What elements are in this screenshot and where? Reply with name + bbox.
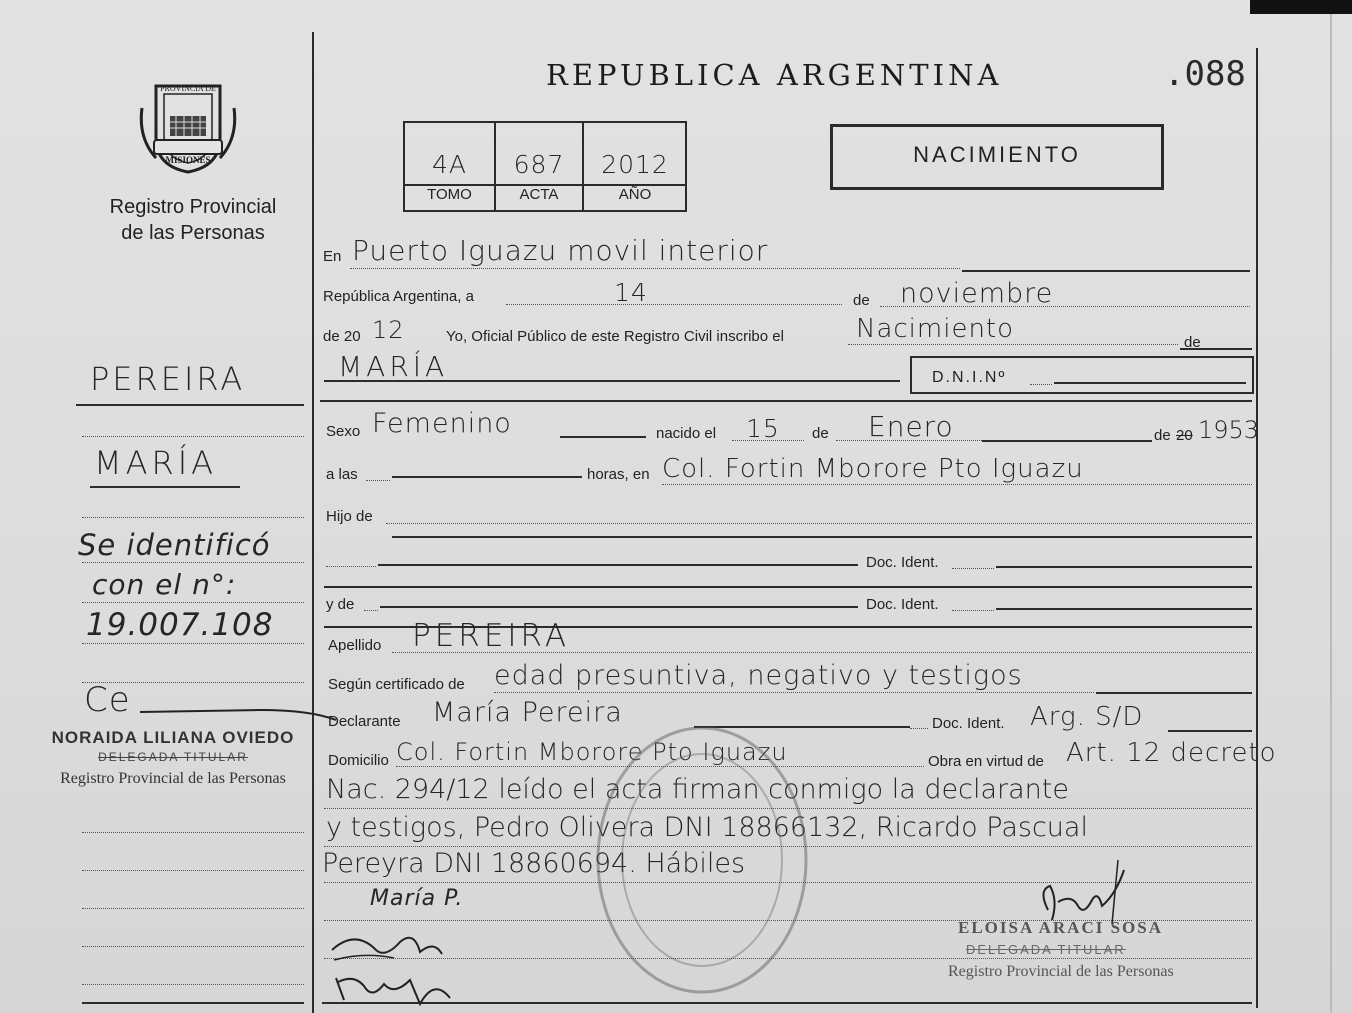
dni-dotline — [1030, 384, 1052, 385]
margin-initials: Ce — [84, 680, 131, 720]
de-label: de — [853, 292, 870, 309]
margin-dotline — [82, 562, 304, 563]
year-suffix: 12 — [372, 316, 405, 344]
section-rule — [320, 400, 1252, 402]
parent1-dotline — [326, 566, 376, 567]
sexo-rule — [560, 436, 646, 438]
certificado-value: edad presuntiva, negativo y testigos — [494, 660, 1023, 691]
margin-rule — [76, 404, 304, 406]
dni-label: D.N.I.Nº — [932, 369, 1007, 386]
declarante-doc: Arg. S/D — [1030, 702, 1144, 732]
page-number: .088 — [1164, 54, 1246, 94]
margin-dotline — [82, 602, 304, 603]
witness-signature-icon — [324, 920, 464, 1010]
doc-ident-dotline — [952, 568, 994, 569]
day-dotline — [506, 304, 842, 305]
de-label-3: de — [812, 425, 829, 442]
doc-ident-dotline-2 — [952, 610, 994, 611]
doc-ident-label-3: Doc. Ident. — [932, 715, 1005, 732]
birth-month: Enero — [868, 410, 954, 443]
registry-line1: Registro Provincial — [109, 196, 277, 218]
edge-line — [1330, 8, 1332, 1013]
certificado-rule — [1096, 692, 1252, 694]
country-title: REPUBLICA ARGENTINA — [546, 58, 1003, 92]
text-line-2: y testigos, Pedro Olivera DNI 18866132, Ricardo Pascual — [326, 812, 1088, 843]
margin-note-number: 19.007.108 — [86, 607, 274, 643]
margin-dotline — [82, 984, 304, 985]
sexo-value: Femenino — [372, 408, 512, 439]
margin-official-org: Registro Provincial de las Personas — [60, 770, 286, 787]
margin-dotline — [82, 517, 304, 518]
month-value: noviembre — [900, 278, 1054, 309]
birth-day: 15 — [746, 414, 780, 443]
declarante-doc-rule — [1168, 730, 1252, 732]
certificado-dotline — [494, 692, 1094, 693]
seal-bottom-text: MISIONES — [165, 155, 211, 165]
margin-bottom-rule — [82, 1002, 304, 1004]
stamp-official-name: ELOISA ARACI SOSA — [958, 918, 1164, 937]
apellido-value: PEREIRA — [412, 618, 571, 654]
stamp-official-org: Registro Provincial de las Personas — [948, 963, 1174, 980]
margin-dotline — [82, 946, 304, 947]
doc-ident-rule-2 — [996, 608, 1252, 610]
tomo-value: 4A — [431, 150, 467, 179]
place-value: Puerto Iguazu movil interior — [352, 234, 769, 267]
margin-official-name: NORAIDA LILIANA OVIEDO — [51, 728, 295, 747]
yde-label: y de — [326, 596, 355, 613]
declarante-value: María Pereira — [432, 697, 623, 728]
birth-month-dotline — [836, 440, 982, 441]
margin-dotline — [82, 643, 304, 644]
hijo-rule — [392, 536, 1252, 538]
acta-value: 687 — [513, 150, 565, 179]
margin-dotline — [82, 908, 304, 909]
obra-label: Obra en virtud de — [928, 753, 1044, 770]
oficial-text: Yo, Oficial Público de este Registro Civil inscribo el — [446, 328, 784, 345]
margin-dotline — [82, 436, 304, 437]
republica-label: República Argentina, a — [323, 288, 474, 305]
month-dotline — [880, 306, 1250, 307]
document-type: NACIMIENTO — [913, 142, 1081, 167]
place-rule — [962, 270, 1250, 272]
horas-label: horas, en — [587, 466, 650, 483]
margin-surname: PEREIRA — [90, 360, 246, 398]
act-type-rule — [1180, 348, 1252, 350]
text-line-1: Nac. 294/12 leído el acta firman conmigo la declarante — [326, 774, 1069, 805]
parent2-dotline — [364, 610, 378, 611]
hijo-label: Hijo de — [326, 508, 373, 525]
margin-dotline — [82, 832, 304, 833]
doc-ident-label-2: Doc. Ident. — [866, 596, 939, 613]
registry-line2: de las Personas — [121, 222, 265, 244]
segun-label: Según certificado de — [328, 676, 465, 693]
domicilio-label: Domicilio — [328, 752, 389, 769]
margin-name: MARÍA — [94, 444, 218, 482]
doc-ident-label: Doc. Ident. — [866, 554, 939, 571]
margin-official-title: DELEGADA TITULAR — [98, 750, 248, 764]
day-value: 14 — [614, 278, 648, 307]
obra-value: Art. 12 decreto — [1066, 738, 1277, 768]
section-rule — [324, 586, 1252, 588]
birth-year-struck: 20 — [1176, 427, 1193, 444]
text-line-3: Pereyra DNI 18860694. Hábiles — [322, 848, 746, 879]
right-frame-line — [1256, 48, 1258, 1008]
doc-ident-rule — [996, 566, 1252, 568]
stamp-official-title: DELEGADA TITULAR — [966, 942, 1126, 957]
left-frame-line — [312, 32, 314, 1013]
anio-value: 2012 — [601, 150, 669, 179]
acta-label: ACTA — [519, 186, 559, 203]
birth-year: 1953 — [1198, 416, 1260, 444]
de-label-2: de — [1184, 334, 1201, 351]
year-prefix: de 20 — [323, 328, 361, 345]
place-dotline — [350, 268, 960, 269]
anio-label: AÑO — [618, 186, 652, 203]
declarante-dotline — [910, 728, 928, 729]
apellido-label: Apellido — [328, 637, 382, 654]
birth-place-dotline — [662, 484, 1252, 485]
alas-label: a las — [326, 466, 358, 483]
seal-top-text: PROVINCIA DE — [160, 84, 216, 93]
act-type-value: Nacimiento — [856, 314, 1015, 344]
parent2-rule — [380, 606, 858, 608]
signature-note: María P. — [370, 886, 464, 911]
hijo-dotline — [386, 523, 1252, 524]
birth-month-rule — [982, 440, 1152, 442]
margin-dotline — [82, 870, 304, 871]
margin-note-line2: con el n°: — [92, 568, 237, 601]
nacido-label: nacido el — [656, 425, 717, 442]
person-name: MARÍA — [338, 350, 449, 383]
tomo-label: TOMO — [427, 186, 472, 203]
declarante-label: Declarante — [328, 713, 401, 730]
de20-label: de — [1154, 427, 1171, 444]
dni-rule — [1054, 382, 1246, 384]
domicilio-value: Col. Fortin Mborore Pto Iguazu — [396, 738, 788, 766]
birth-place: Col. Fortin Mborore Pto Iguazu — [662, 454, 1084, 484]
parent1-rule — [378, 564, 858, 566]
signature-stroke-icon — [140, 700, 340, 726]
en-label: En — [323, 248, 342, 265]
top-edge-shadow — [1250, 0, 1352, 14]
registry-stamp-icon — [592, 722, 812, 998]
hour-rule — [392, 476, 582, 478]
margin-note-line1: Se identificó — [78, 528, 271, 562]
act-type-dotline — [848, 344, 1178, 345]
person-name-rule — [324, 380, 900, 382]
sexo-label: Sexo — [326, 423, 361, 440]
margin-name-underline — [90, 486, 240, 488]
hour-dotline — [366, 480, 390, 481]
